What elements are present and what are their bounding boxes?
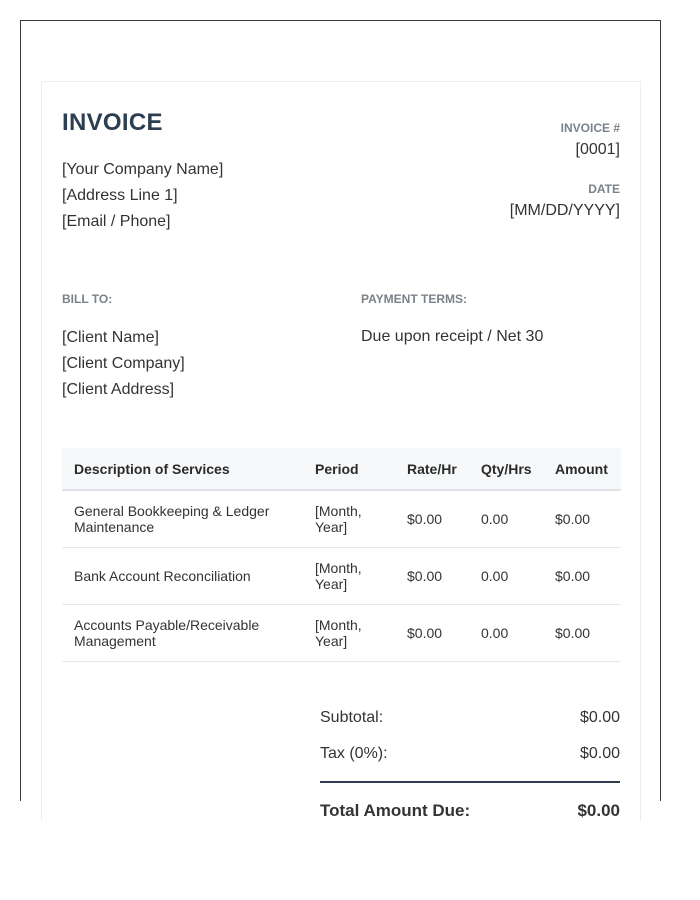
company-name: [Your Company Name] (62, 161, 224, 178)
table-row (62, 490, 621, 548)
row-amount: $0.00 (543, 605, 621, 662)
table-row (62, 605, 621, 662)
payment-terms-label: PAYMENT TERMS: (361, 292, 468, 306)
grand-total-block (320, 793, 620, 829)
invoice-date-label: DATE (588, 182, 620, 196)
row-period: [Month, Year] (303, 548, 395, 605)
invoice-date-value: [MM/DD/YYYY] (509, 202, 620, 219)
total-row (320, 793, 620, 829)
row-qty: 0.00 (469, 548, 543, 605)
row-description: Accounts Payable/Receivable Management (62, 605, 303, 662)
table-row (62, 548, 621, 605)
bill-to-label: BILL TO: (62, 292, 113, 306)
row-rate: $0.00 (395, 605, 469, 662)
client-company: [Client Company] (62, 355, 185, 372)
tax-value: $0.00 (579, 745, 620, 762)
invoice-number-value: [0001] (575, 141, 620, 158)
subtotal-value: $0.00 (579, 709, 620, 726)
row-description: General Bookkeeping & Ledger Maintenance (62, 490, 303, 548)
client-name: [Client Name] (62, 329, 159, 346)
table-header-row (62, 448, 621, 490)
row-rate: $0.00 (395, 490, 469, 548)
header-rate: Rate/Hr (395, 448, 469, 490)
company-info (62, 157, 223, 235)
payment-terms-value: Due upon receipt / Net 30 (361, 328, 544, 345)
services-table (62, 448, 621, 662)
header-amount: Amount (543, 448, 621, 490)
totals-block (320, 700, 620, 772)
header-qty: Qty/Hrs (469, 448, 543, 490)
invoice-date-block (510, 182, 620, 220)
row-period: [Month, Year] (303, 490, 395, 548)
row-qty: 0.00 (469, 605, 543, 662)
client-address: [Client Address] (62, 381, 175, 398)
subtotal-row (320, 700, 620, 736)
invoice-title: INVOICE (62, 109, 163, 136)
page-frame (20, 20, 661, 820)
invoice-number-block (561, 121, 620, 159)
company-address: [Address Line 1] (62, 187, 178, 204)
subtotal-label: Subtotal: (320, 709, 384, 726)
header-description: Description of Services (62, 448, 303, 490)
invoice-sheet (41, 81, 641, 821)
row-amount: $0.00 (543, 548, 621, 605)
header-period: Period (303, 448, 395, 490)
total-label: Total Amount Due: (320, 801, 471, 820)
tax-label: Tax (0%): (320, 745, 388, 762)
row-amount: $0.00 (543, 490, 621, 548)
row-description: Bank Account Reconciliation (62, 548, 303, 605)
row-period: [Month, Year] (303, 605, 395, 662)
bill-to-details (62, 325, 185, 403)
row-rate: $0.00 (395, 548, 469, 605)
totals-divider (320, 781, 620, 783)
tax-row (320, 736, 620, 772)
invoice-number-label: INVOICE # (560, 121, 620, 135)
row-qty: 0.00 (469, 490, 543, 548)
company-contact: [Email / Phone] (62, 213, 171, 230)
total-value: $0.00 (577, 801, 620, 820)
